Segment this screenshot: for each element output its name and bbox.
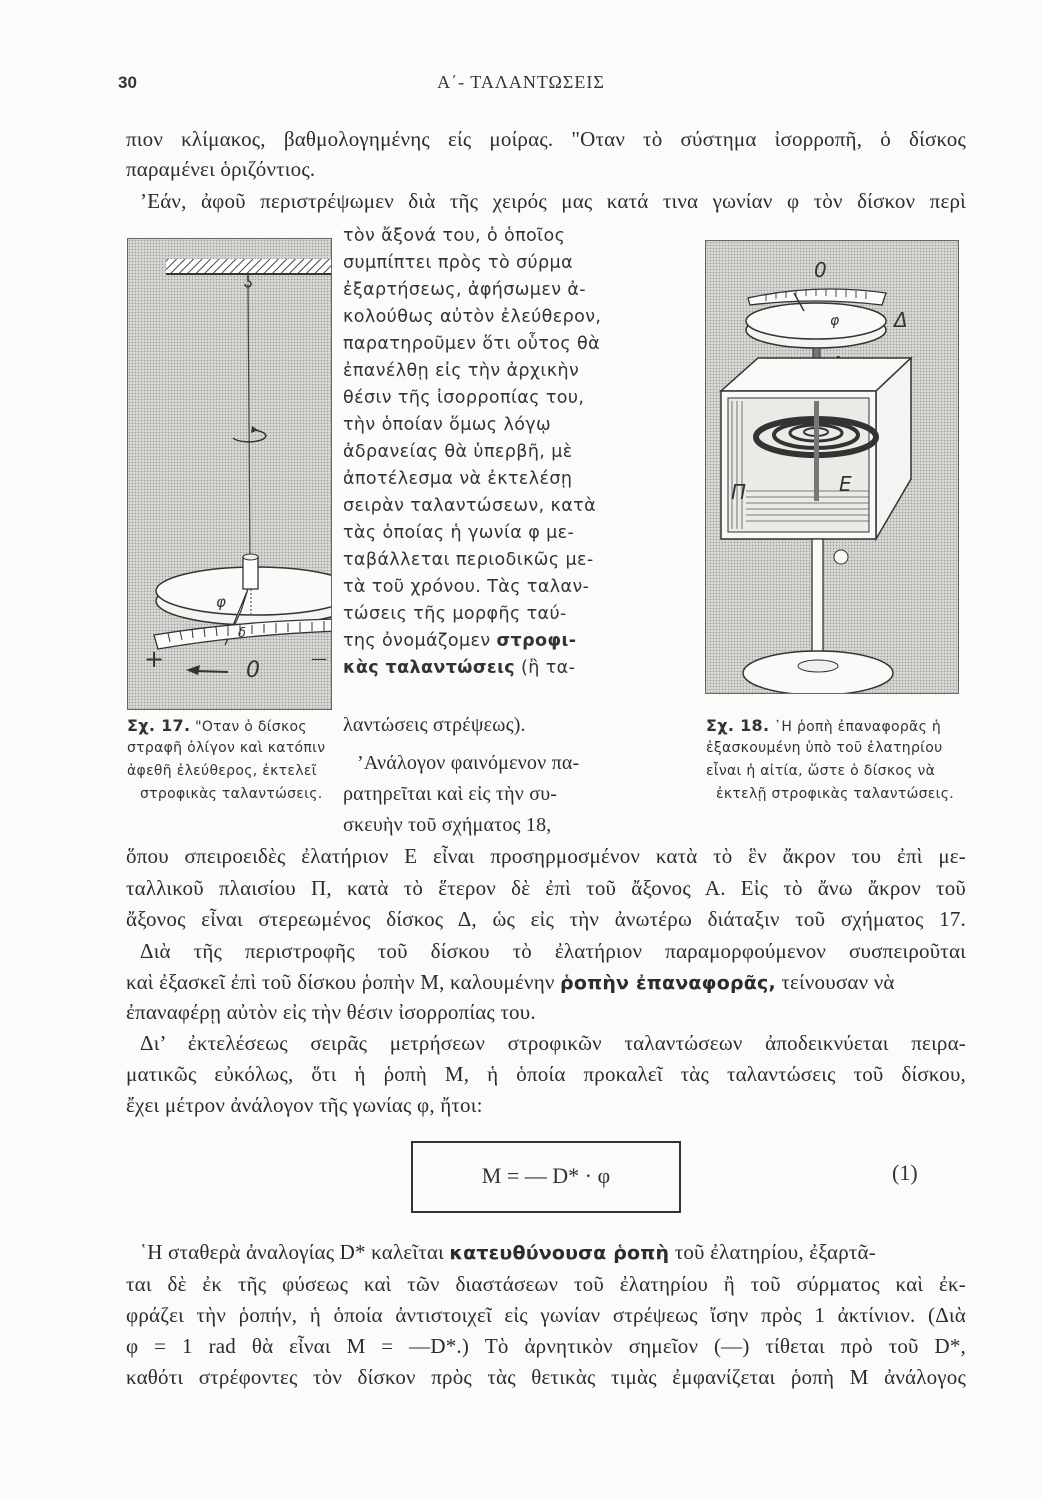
equation-formula: M = — D* · φ [481, 1163, 611, 1188]
direction-arrow-icon [196, 671, 228, 672]
suspension-wire [248, 284, 250, 564]
text-line: ἔχει μέτρον ἀνάλογον τῆς γωνίας φ, ἤτοι: [126, 1093, 483, 1117]
text-line: καθότι στρέφοντες τὸν δίσκον πρὸς τὰς θετικὰς τιμὰς ἐμφανίζεται ῥοπὴ Μ ἀνάλογος [126, 1365, 966, 1389]
box-side [876, 358, 911, 539]
figure-17-drawing [128, 239, 331, 709]
delta-label: δ [238, 626, 246, 641]
column-line: ἀποτέλεσμα νὰ ἐκτελέσῃ [343, 469, 573, 489]
figure-17-caption-line: στροφικὰς ταλαντώσεις. [140, 786, 323, 802]
text-line: φράζει τὴν ῥοπήν, ἡ ὁποία ἀντιστοιχεῖ εἰς γωνίαν στρέψεως ἴσην πρὸς 1 ἀκτίνιον. (Διὰ [126, 1303, 966, 1327]
column-line: θέσιν τῆς ἰσορροπίας του, [343, 388, 585, 408]
equation-number: (1) [892, 1160, 918, 1185]
text-line: ἐπαναφέρῃ αὐτὸν εἰς τὴν θέσιν ἰσορροπίας του. [126, 1000, 536, 1024]
text-line: ὅπου σπειροειδὲς ἐλατήριον Ε εἶναι προσηρμοσμένον κατὰ τὸ ἓν ἄκρον του ἐπὶ με- [126, 844, 966, 868]
frame-label: Π [731, 480, 747, 504]
text-line: φ = 1 rad θὰ εἶναι M = —D*.) Τὸ ἀρνητικὸν σημεῖον (—) τίθεται πρὸ τοῦ D*, [126, 1334, 966, 1358]
column-line: τὰς ὁποίας ἡ γωνία φ με- [343, 523, 575, 543]
column-line: ταβάλλεται περιοδικῶς με- [343, 550, 594, 570]
figure-18-caption-line: εἶναι ἡ αἰτία, ὥστε ὁ δίσκος νὰ [706, 763, 936, 779]
text-line: ταλλικοῦ πλαισίου Π, κατὰ τὸ ἕτερον δὲ ἐπὶ τοῦ ἄξονος Α. Εἰς τὸ ἄνω ἄκρον τοῦ [126, 876, 966, 900]
figure-18-caption-line: ἐξασκουμένη ὑπὸ τοῦ ἐλατηρίου [706, 740, 943, 756]
term-torsional-oscillations: στροφι- [496, 631, 577, 651]
column-line: της ὀνομάζομεν στροφι- [343, 631, 577, 651]
spring-label: Ε [839, 472, 852, 496]
text-line: πιον κλίμακος, βαθμολογημένης είς μοίρας. "Οταν τὸ σύστημα ἰσορροπῆ, ὁ δίσκος [126, 127, 966, 151]
figure-18-spiral-spring-apparatus [705, 240, 959, 694]
disk-label: Δ [894, 308, 908, 332]
figure-17-caption-line: στραφῆ ὀλίγον καὶ κατόπιν [127, 740, 326, 756]
term-torsional-oscillations: κὰς ταλαντώσεις [343, 658, 516, 678]
term-restoring-torque: ῥοπὴν ἐπαναφορᾶς, [560, 972, 776, 994]
column-line: λαντώσεις στρέψεως). [343, 714, 526, 736]
column-line: κὰς ταλαντώσεις (ἢ τα- [343, 658, 576, 678]
running-title: Α΄- ΤΑΛΑΝΤΩΣΕΙΣ [437, 72, 605, 92]
column-line: ἐξαρτήσεως, ἀφήσωμεν ἀ- [343, 280, 586, 300]
stand-rod [812, 539, 823, 657]
zero-label: 0 [814, 258, 827, 282]
disk-top [746, 303, 886, 339]
figure-18-label: Σχ. 18. [706, 716, 770, 735]
column-line: ἐπανέλθῃ εἰς τὴν ἀρχικὴν [343, 361, 580, 381]
minus-label: — [311, 649, 327, 668]
column-line: παρατηροῦμεν ὅτι οὗτος θὰ [343, 334, 601, 354]
column-line: σκευὴν τοῦ σχήματος 18, [343, 814, 552, 836]
figure-18-caption: Σχ. 18. ῾Η ῥοπὴ ἐπαναφορᾶς ἡ [706, 716, 942, 735]
figure-17-caption: Σχ. 17. "Οταν ὁ δίσκος [127, 716, 307, 735]
text-line: ῾Η σταθερὰ ἀναλογίας D* καλεῖται κατευθύνουσα ῥοπὴ τοῦ ἐλατηρίου, ἐξαρτᾶ- [140, 1240, 876, 1264]
column-line: τὴν ὁποίαν ὅμως λόγῳ [343, 415, 552, 435]
phi-label: φ [830, 313, 840, 329]
page-number: 30 [118, 73, 137, 92]
text-line: καὶ ἐξασκεῖ ἐπὶ τοῦ δίσκου ῥοπὴν Μ, καλουμένην ῥοπὴν ἐπαναφορᾶς, τείνουσαν νὰ [126, 970, 895, 994]
column-line: ’Ανάλογον φαινόμενον πα- [357, 752, 580, 774]
phi-label: φ [216, 593, 226, 611]
ceiling-hatch [166, 259, 331, 273]
column-line: ρατηρεῖται καὶ εἰς τὴν συ- [343, 783, 558, 805]
figure-17-label: Σχ. 17. [127, 716, 191, 735]
column-line: συμπίπτει πρὸς τὸ σύρμα [343, 253, 574, 273]
text-line: ματικῶς εὐκόλως, ὅτι ἡ ῥοπὴ Μ, ἡ ὁποία προκαλεῖ τὰς ταλαντώσεις τοῦ δίσκου, [126, 1062, 966, 1086]
text-line: ’Εάν, ἀφοῦ περιστρέψωμεν διὰ τῆς χειρός μας κατά τινα γωνίαν φ τὸν δίσκον περὶ [140, 189, 966, 213]
text-line: Δι’ ἐκτελέσεως σειρᾶς μετρήσεων στροφικῶν ταλαντώσεων ἀποδεικνύεται πειρα- [140, 1031, 966, 1055]
zero-label: 0 [246, 658, 260, 683]
text-line: παραμένει ὁριζόντιος. [126, 157, 316, 181]
text-line: ται δὲ ἐκ τῆς φύσεως καὶ τῶν διαστάσεων τοῦ ἐλατηρίου ἢ τοῦ σύρματος καὶ ἐκ- [126, 1272, 966, 1296]
figure-18-drawing [706, 241, 958, 693]
text-line: ἄξονος εἶναι στερεωμένος δίσκος Δ, ὡς εἰς τὴν ἀνωτέρω διάταξιν τοῦ σχήματος 17. [126, 907, 966, 931]
column-line: κολούθως αὐτὸν ἐλεύθερον, [343, 307, 602, 327]
figure-17-torsion-pendulum [127, 238, 332, 710]
column-line: σειρὰν ταλαντώσεων, κατὰ [343, 496, 597, 516]
column-line: τὰ τοῦ χρόνου. Τὰς ταλαν- [343, 577, 590, 597]
column-line: τὸν ἄξονά του, ὁ ὁποῖος [343, 226, 566, 246]
figure-17-caption-line: ἀφεθῆ ἐλεύθερος, ἐκτελεῖ [127, 763, 317, 779]
plus-label: + [144, 645, 165, 673]
term-directional-torque: κατευθύνουσα ῥοπὴ [449, 1242, 670, 1264]
clamp-screw [834, 550, 848, 564]
column-line: ἀδρανείας θὰ ὑπερβῆ, μὲ [343, 442, 573, 462]
text-line: Διὰ τῆς περιστροφῆς τοῦ δίσκου τὸ ἐλατήριον παραμορφούμενον συσπειροῦται [140, 939, 966, 963]
figure-18-caption-line: ἐκτελῇ στροφικὰς ταλαντώσεις. [716, 786, 954, 802]
equation-box [411, 1141, 681, 1213]
disk-hub [243, 557, 258, 589]
column-line: τώσεις τῆς μορφῆς ταύ- [343, 604, 567, 624]
